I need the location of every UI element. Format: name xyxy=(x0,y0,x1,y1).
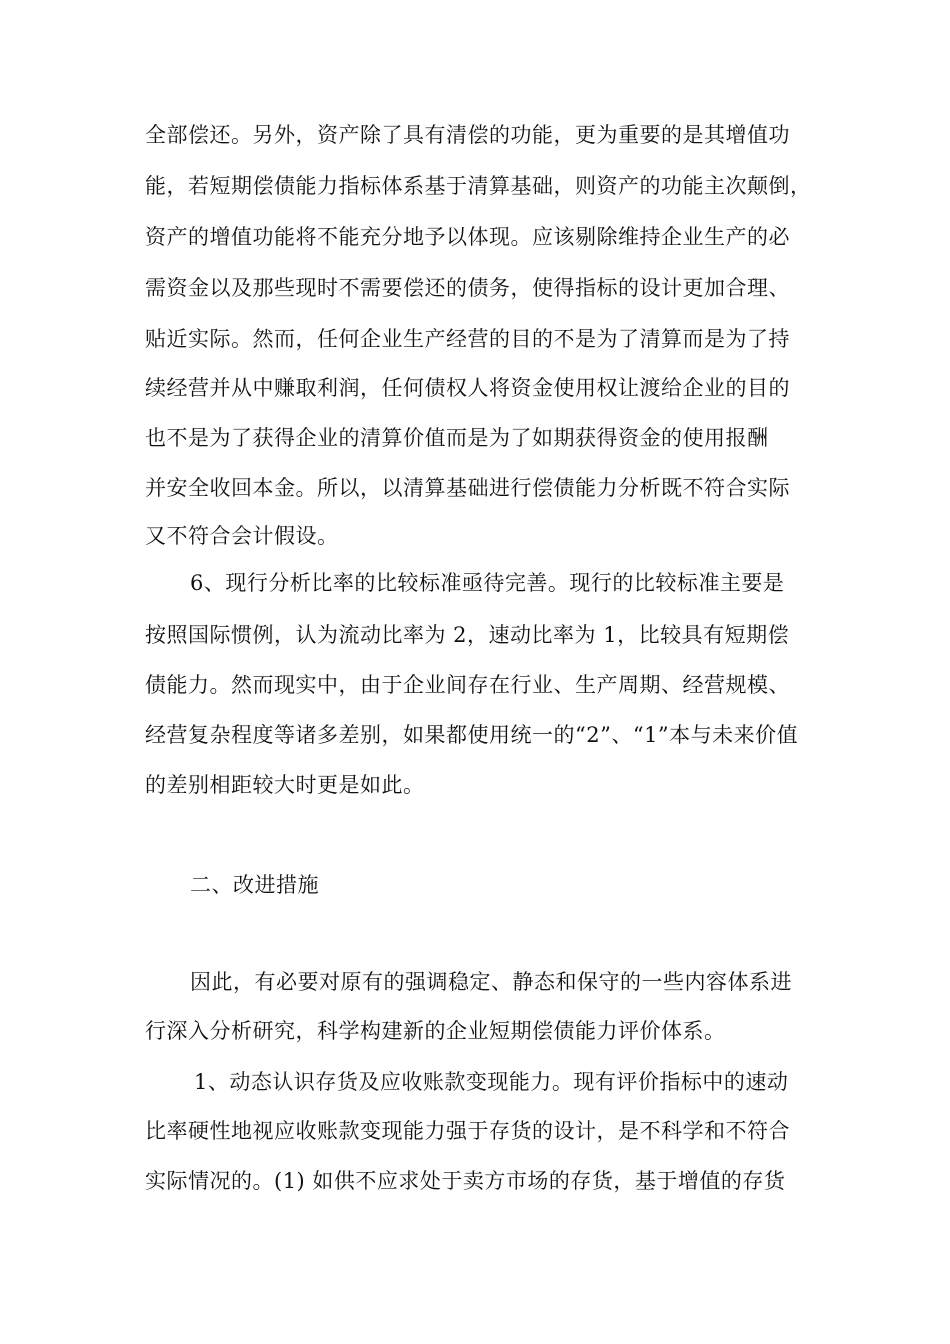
section-heading: 二、改进措施 xyxy=(190,873,319,897)
paragraph-2-line-1: 6、现行分析比率的比较标准亟待完善。现行的比较标准主要是 xyxy=(190,571,785,595)
paragraph-4-line-2: 比率硬性地视应收账款变现能力强于存货的设计，是不科学和不符合 xyxy=(145,1119,790,1143)
paragraph-1-line-7: 也不是为了获得企业的清算价值而是为了如期获得资金的使用报酬 xyxy=(145,426,769,450)
paragraph-1-line-5: 贴近实际。然而，任何企业生产经营的目的不是为了清算而是为了持 xyxy=(145,327,790,351)
paragraph-2-line-2: 按照国际惯例，认为流动比率为 2，速动比率为 1，比较具有短期偿 xyxy=(145,623,790,647)
paragraph-1-line-4: 需资金以及那些现时不需要偿还的债务，使得指标的设计更加合理、 xyxy=(145,276,790,300)
paragraph-4-line-3: 实际情况的。(1) 如供不应求处于卖方市场的存货，基于增值的存货 xyxy=(145,1169,786,1193)
paragraph-1-line-6: 续经营并从中赚取利润，任何债权人将资金使用权让渡给企业的目的 xyxy=(145,376,790,400)
paragraph-1-line-2: 能，若短期偿债能力指标体系基于清算基础，则资产的功能主次颠倒， xyxy=(145,174,812,198)
paragraph-1-line-8: 并安全收回本金。所以，以清算基础进行偿债能力分析既不符合实际 xyxy=(145,476,790,500)
paragraph-4-line-1: 1、动态认识存货及应收账款变现能力。现有评价指标中的速动 xyxy=(194,1070,789,1094)
paragraph-2-line-5: 的差别相距较大时更是如此。 xyxy=(145,773,425,797)
paragraph-3-line-2: 行深入分析研究，科学构建新的企业短期偿债能力评价体系。 xyxy=(145,1019,726,1043)
paragraph-2-line-3: 债能力。然而现实中，由于企业间存在行业、生产周期、经营规模、 xyxy=(145,673,790,697)
paragraph-1-line-9: 又不符合会计假设。 xyxy=(145,524,339,548)
paragraph-2-line-4: 经营复杂程度等诸多差别，如果都使用统一的“2”、“1”本与未来价值 xyxy=(145,723,799,747)
paragraph-3-line-1: 因此，有必要对原有的强调稳定、静态和保守的一些内容体系进 xyxy=(190,970,792,994)
paragraph-1-line-1: 全部偿还。另外，资产除了具有清偿的功能，更为重要的是其增值功 xyxy=(145,123,790,147)
paragraph-1-line-3: 资产的增值功能将不能充分地予以体现。应该剔除维持企业生产的必 xyxy=(145,225,790,249)
